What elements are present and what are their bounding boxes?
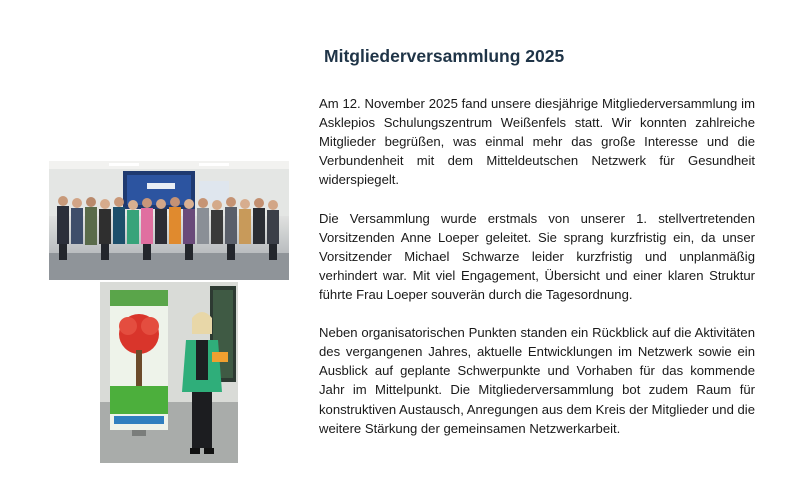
speaker-photo-illustration xyxy=(100,282,238,463)
paragraph-1: Am 12. November 2025 fand unsere diesjährige Mitgliederversammlung im Asklepios Schulungszentrum Weißenfels statt. Wir konnten zahlreiche Mitglieder begrüßen, was einmal mehr das große Interesse und die Verbundenheit mit dem Mitteldeutschen Netzwerk für Gesundheit widerspiegelt. xyxy=(319,96,755,188)
page-title: Mitgliederversammlung 2025 xyxy=(324,46,565,66)
paragraph-2: Die Versammlung wurde erstmals von unserer 1. stellvertretenden Vorsitzenden Anne Loeper geleitet. Sie sprang kurzfristig ein, da unser Vorsitzender Michael Schwarze leider kurzfristig und unplanmäßig verhindert war. Mit viel Engagement, Übersicht und einer klaren Struktur führte Frau Loeper souverän durch die Tagesordnung. xyxy=(319,210,755,302)
paragraph-3: Neben organisatorischen Punkten standen ein Rückblick auf die Aktivitäten des vergangenen Jahres, aktuelle Entwicklungen im Netzwerk sowie ein Ausblick auf geplante Schwerpunkte und Vorhaben für das kommende Jahr im Mittelpunkt. Die Mitgliederversammlung bot zudem Raum für konstruktiven Austausch, Anregungen aus dem Kreis der Mitglieder und die weitere Stärkung der gemeinsamen Netzwerkarbeit. xyxy=(319,325,755,436)
article-body xyxy=(319,94,755,457)
speaker-photo xyxy=(100,282,238,463)
group-photo xyxy=(49,161,289,280)
group-photo-illustration xyxy=(49,161,289,280)
